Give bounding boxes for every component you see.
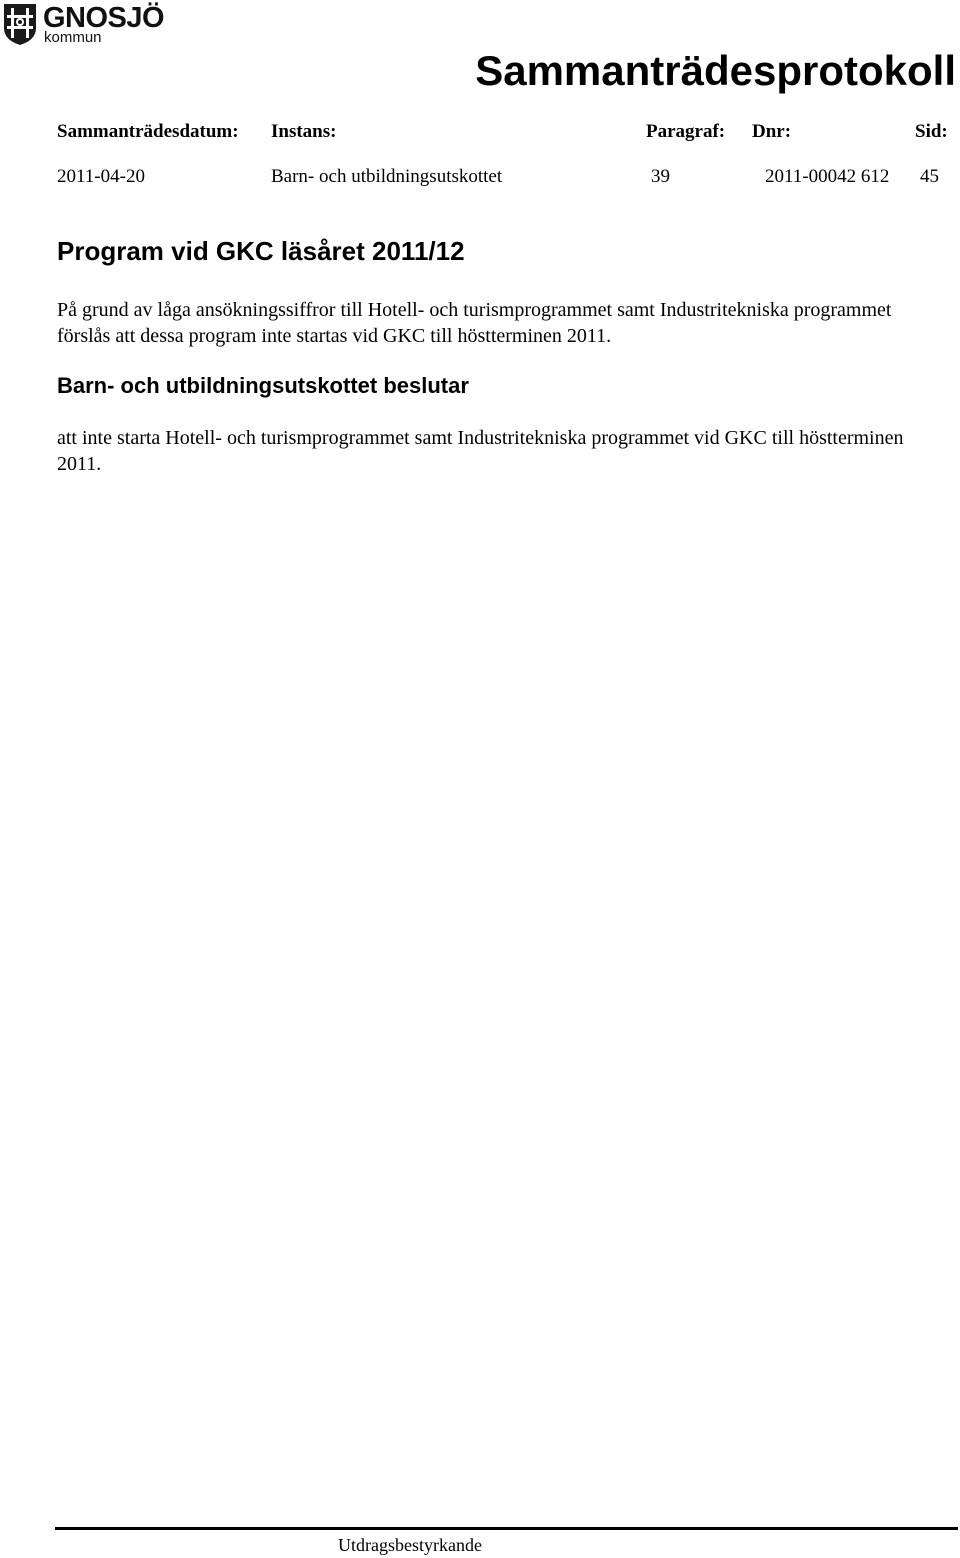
municipality-logo <box>2 2 177 50</box>
background-paragraph: På grund av låga ansökningssiffror till Hotell- och turismprogrammet samt Industritekniska programmet förslås att dessa program inte startas vid GKC till höstterminen 2011. <box>57 299 892 347</box>
meeting-date-label: Sammanträdesdatum: <box>57 121 239 142</box>
footer-certification-label: Utdragsbestyrkande <box>338 1535 482 1555</box>
dnr-label: Dnr: <box>752 121 792 142</box>
logo-subtitle: kommun <box>44 29 102 46</box>
meeting-date-value: 2011-04-20 <box>57 166 145 187</box>
dnr-value: 2011-00042 612 <box>765 166 890 187</box>
paragraf-label: Paragraf: <box>646 121 726 142</box>
section-title: Program vid GKC läsåret 2011/12 <box>57 236 465 266</box>
logo-name: GNOSJÖ <box>43 2 165 34</box>
sid-label: Sid: <box>915 121 948 142</box>
instans-value: Barn- och utbildningsutskottet <box>271 166 503 187</box>
decision-heading: Barn- och utbildningsutskottet beslutar <box>57 373 469 398</box>
paragraf-value: 39 <box>651 166 670 187</box>
instans-label: Instans: <box>271 121 337 142</box>
municipal-coat-of-arms-icon <box>2 2 38 46</box>
document-title: Sammanträdesprotokoll <box>475 47 956 94</box>
footer-divider <box>55 1527 958 1530</box>
decision-paragraph: att inte starta Hotell- och turismprogrammet samt Industritekniska programmet vid GKC till höstterminen 2011. <box>57 427 904 475</box>
sid-value: 45 <box>920 166 939 187</box>
